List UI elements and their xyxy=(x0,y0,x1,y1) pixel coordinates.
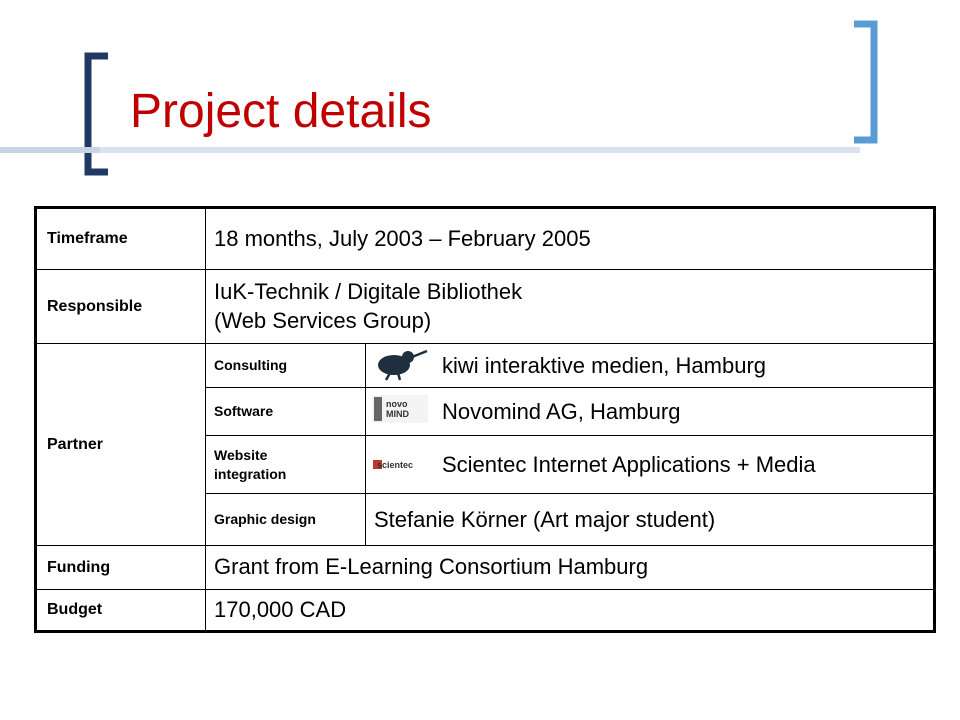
title-underline xyxy=(0,146,960,156)
budget-label: Budget xyxy=(36,590,206,632)
novomind-logo xyxy=(372,395,428,423)
timeframe-value: 18 months, July 2003 – February 2005 xyxy=(206,208,935,270)
partner-role-website-line1: Website xyxy=(214,446,268,463)
table-row-timeframe xyxy=(36,208,935,270)
funding-label: Funding xyxy=(36,546,206,590)
scientec-logo xyxy=(371,450,429,474)
partner-name-software: Novomind AG, Hamburg xyxy=(434,388,935,436)
partner-name-consulting: kiwi interaktive medien, Hamburg xyxy=(434,344,935,388)
table-row-responsible xyxy=(36,270,935,344)
partner-role-website-line2: integration xyxy=(214,465,287,482)
responsible-label: Responsible xyxy=(36,270,206,344)
scientec-logo-cell xyxy=(366,436,435,494)
partner-role-software: Software xyxy=(206,388,366,436)
kiwi-bird-icon xyxy=(372,345,428,381)
partner-label: Partner xyxy=(36,344,206,546)
novomind-logo-cell xyxy=(366,388,435,436)
partner-role-website xyxy=(206,436,366,494)
kiwi-logo-cell xyxy=(366,344,435,388)
right-bracket-decoration xyxy=(852,20,882,144)
partner-name-graphic: Stefanie Körner (Art major student) xyxy=(366,494,935,546)
partner-name-website: Scientec Internet Applications + Media xyxy=(434,436,935,494)
novomind-logo-text-top: novo xyxy=(386,399,408,409)
left-bracket-decoration xyxy=(80,52,110,176)
novomind-logo-text-bottom: MIND xyxy=(386,409,409,419)
table-row-budget xyxy=(36,590,935,632)
page-title: Project details xyxy=(130,85,432,138)
project-details-table xyxy=(34,206,936,633)
responsible-value-line1: IuK-Technik / Digitale Bibliothek xyxy=(214,278,523,304)
partner-role-consulting: Consulting xyxy=(206,344,366,388)
budget-value: 170,000 CAD xyxy=(206,590,935,632)
timeframe-label: Timeframe xyxy=(36,208,206,270)
responsible-value-line2: (Web Services Group) xyxy=(214,307,432,333)
funding-value: Grant from E-Learning Consortium Hamburg xyxy=(206,546,935,590)
scientec-logo-text: scientec xyxy=(377,460,414,470)
table-row-funding xyxy=(36,546,935,590)
table-row-partner-consulting xyxy=(36,344,935,388)
partner-role-graphic: Graphic design xyxy=(206,494,366,546)
responsible-value xyxy=(206,270,935,344)
